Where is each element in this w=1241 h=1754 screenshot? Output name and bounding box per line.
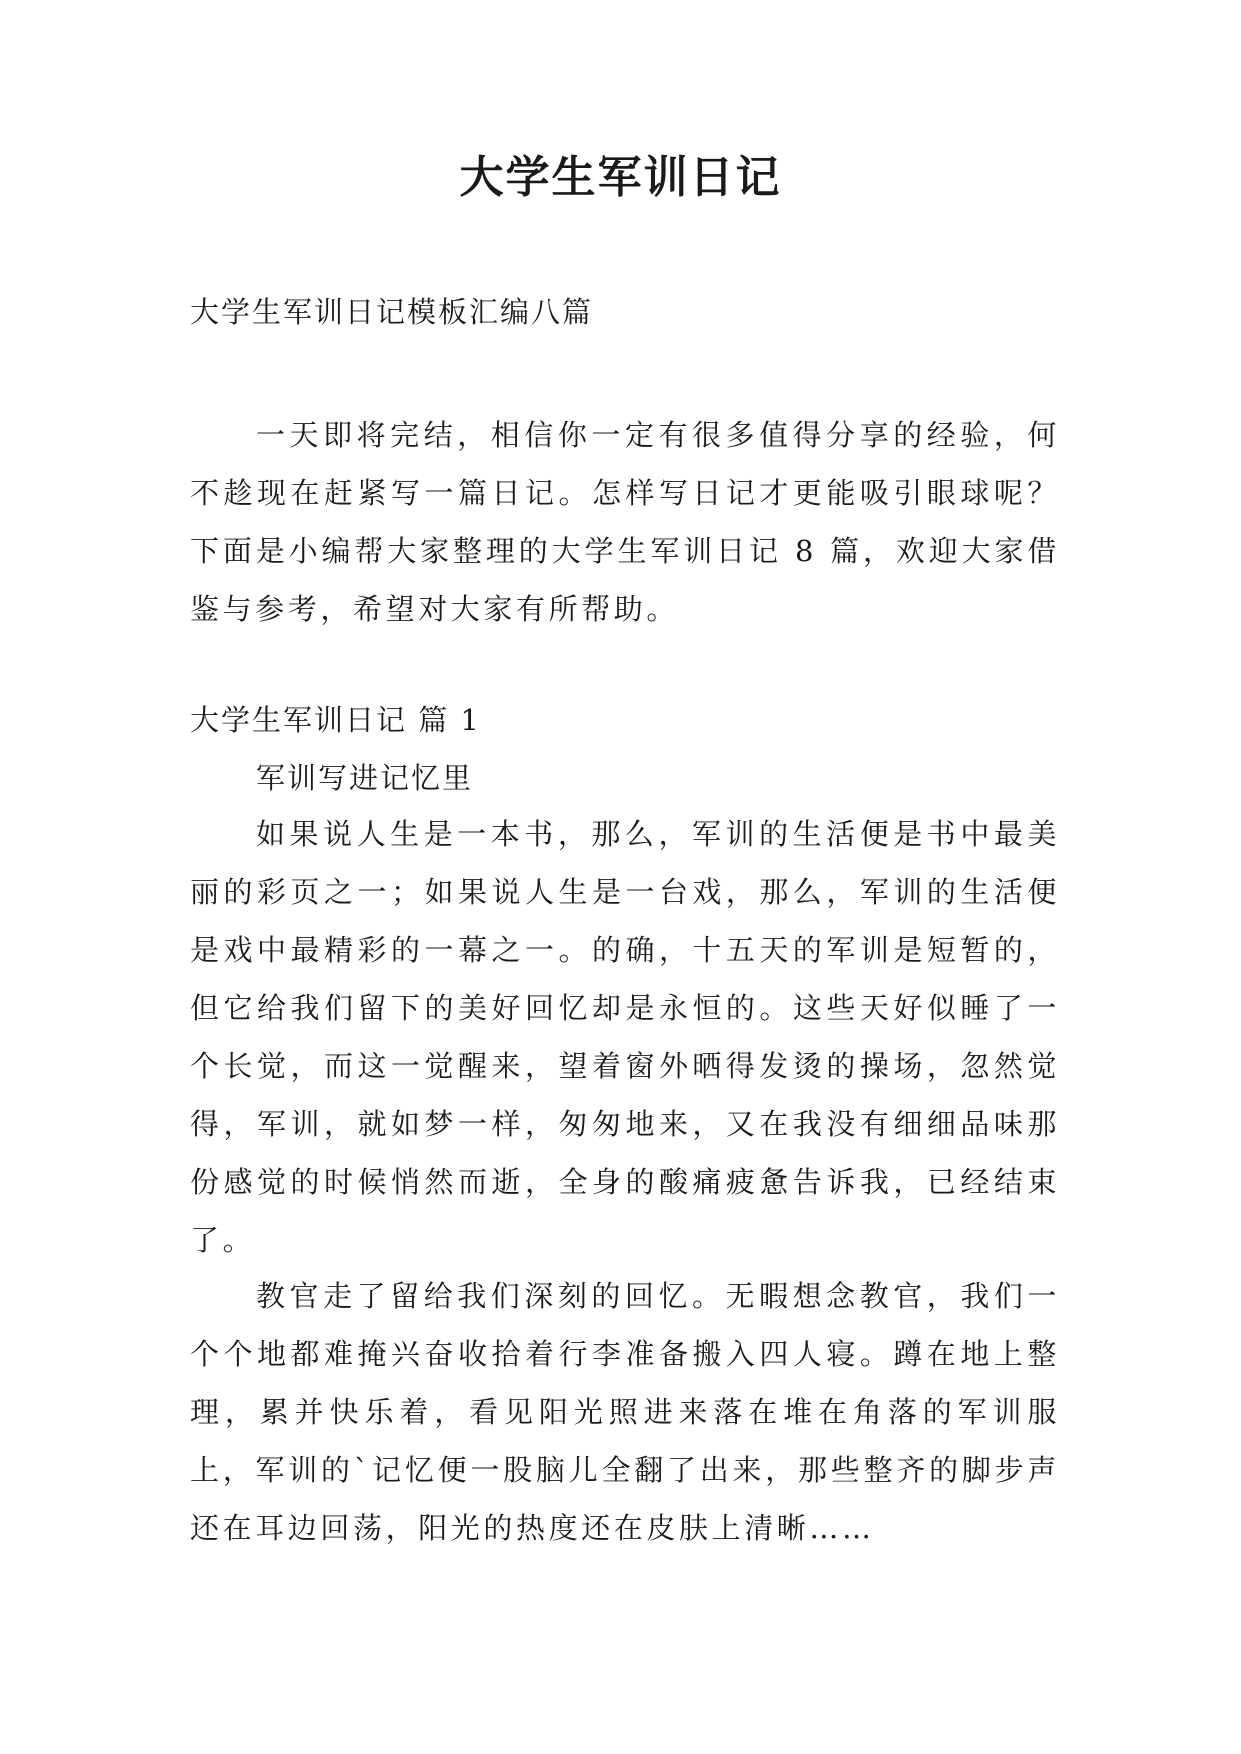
body-paragraph: 如果说人生是一本书，那么，军训的生活便是书中最美丽的彩页之一；如果说人生是一台戏，那么，军训的生活便是戏中最精彩的一幕之一。的确，十五天的军训是短暂的，但它给我们留下的美好回忆却是永恒的。这些天好似睡了一个长觉，而这一觉醒来，望着窗外晒得发烫的操场，忽然觉得，军训，就如梦一样，匆匆地来，又在我没有细细品味那份感觉的时候悄然而逝，全身的酸痛疲惫告诉我，已经结束了。 (190, 817, 1060, 1257)
article-title: 军训写进记忆里 (256, 761, 474, 795)
document-subtitle: 大学生军训日记模板汇编八篇 (190, 295, 594, 329)
intro-paragraph: 一天即将完结，相信你一定有很多值得分享的经验，何不趁现在赶紧写一篇日记。怎样写日记才更能吸引眼球呢？下面是小编帮大家整理的大学生军训日记 8 篇，欢迎大家借鉴与参考，希望对大家有所帮助。 (190, 418, 1060, 626)
body-paragraph: 教官走了留给我们深刻的回忆。无暇想念教官，我们一个个地都难掩兴奋收拾着行李准备搬入四人寝。蹲在地上整理，累并快乐着，看见阳光照进来落在堆在角落的军训服上，军训的`记忆便一股脑儿全翻了出来，那些整齐的脚步声还在耳边回荡，阳光的热度还在皮肤上清晰…… (190, 1279, 1060, 1545)
document-title: 大学生军训日记 (459, 152, 782, 203)
section-heading: 大学生军训日记 篇 1 (190, 703, 481, 737)
